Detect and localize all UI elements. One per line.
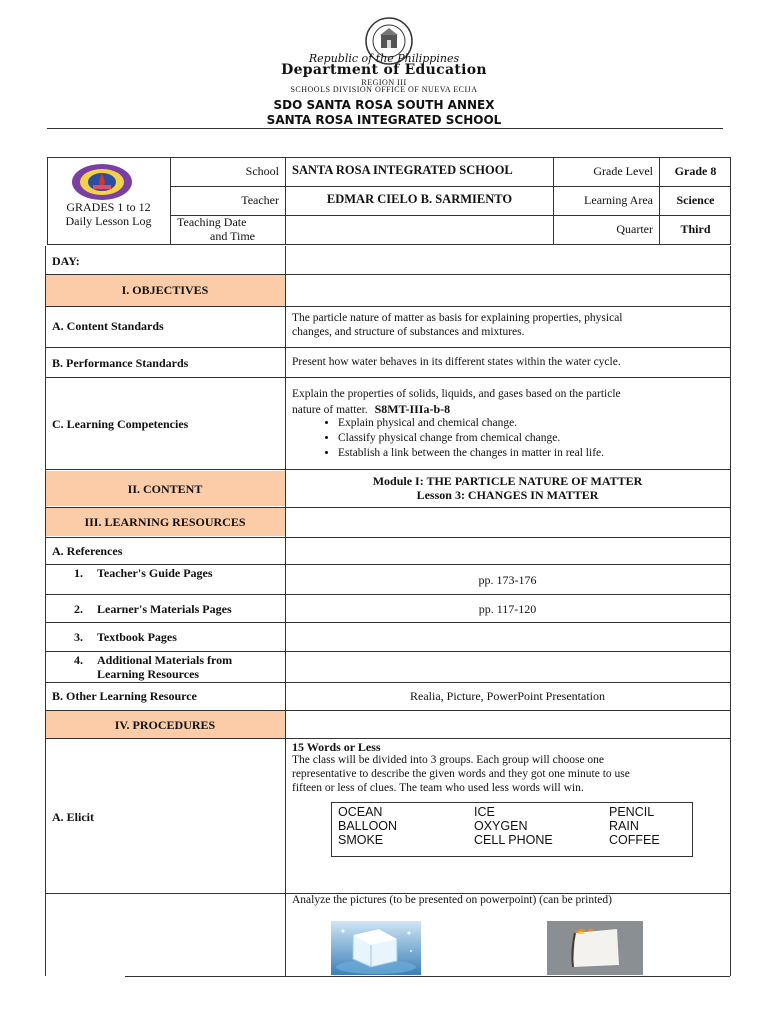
dll-label: Daily Lesson Log <box>65 214 152 228</box>
lm-value: pp. 117-120 <box>478 602 537 616</box>
divider <box>45 507 730 508</box>
divider <box>45 246 46 976</box>
melting-ice-image <box>331 921 421 975</box>
divider <box>45 594 730 595</box>
content-standards-line2: changes, and structure of substances and mixtures. <box>292 326 525 338</box>
school-line: SANTA ROSA INTEGRATED SCHOOL <box>266 113 502 127</box>
department-line: Department of Education <box>281 62 487 78</box>
region-line: REGION III <box>361 78 407 87</box>
content-standards-line1: The particle nature of matter as basis for explaining properties, physical <box>292 312 623 324</box>
competency-bullet-list <box>292 416 768 461</box>
textbook-num: 3. <box>74 630 83 644</box>
day-label: DAY: <box>52 254 80 268</box>
divider <box>45 306 730 307</box>
grade-level-value: Grade 8 <box>674 164 717 178</box>
lesson-title: Lesson 3: CHANGES IN MATTER <box>416 488 599 502</box>
republic-line: Republic of the Philippines <box>308 52 460 65</box>
additional-line2: Learning Resources <box>97 667 200 681</box>
divider <box>285 976 730 977</box>
quarter-value: Third <box>680 222 711 236</box>
school-logo-icon <box>66 163 138 201</box>
tg-value: pp. 173-176 <box>478 573 537 587</box>
divider <box>125 976 285 977</box>
tg-label: Teacher's Guide Pages <box>97 566 213 580</box>
divider <box>45 622 730 623</box>
divider <box>45 651 730 652</box>
resources-heading: III. LEARNING RESOURCES <box>84 515 246 529</box>
competency-code: S8MT-IIIa-b-8 <box>374 402 451 416</box>
teacher-label: Teacher <box>241 193 279 207</box>
divider <box>45 710 730 711</box>
references-label: A. References <box>52 544 123 558</box>
competency-bullet: • Establish a link between the changes in matter in real life. <box>338 446 768 461</box>
divider <box>45 682 730 683</box>
clue-word: OXYGEN <box>474 819 528 833</box>
teacher-value: EDMAR CIELO B. SARMIENTO <box>326 192 513 206</box>
burning-paper-image <box>547 921 643 975</box>
divider <box>45 347 730 348</box>
divider <box>45 537 730 538</box>
competencies-label: C. Learning Competencies <box>52 417 189 431</box>
quarter-label: Quarter <box>616 222 653 236</box>
elicit-label: A. Elicit <box>52 810 94 824</box>
divider <box>553 157 554 245</box>
clue-word: SMOKE <box>338 833 384 847</box>
clue-word: CELL PHONE <box>474 833 553 847</box>
competencies-line2 <box>292 402 450 417</box>
procedures-heading: IV. PROCEDURES <box>114 718 216 732</box>
elicit-line2: representative to describe the given words and they got one minute to use <box>292 768 630 780</box>
grade-level-label: Grade Level <box>593 164 653 178</box>
divider <box>45 377 730 378</box>
learning-area-label: Learning Area <box>584 193 653 207</box>
divider <box>170 157 171 245</box>
divider <box>170 186 731 187</box>
grades-label: GRADES 1 to 12 <box>66 200 151 214</box>
tg-num: 1. <box>74 566 83 580</box>
competency-bullet: • Explain physical and chemical change. <box>338 416 768 431</box>
sdo-line: SDO SANTA ROSA SOUTH ANNEX <box>273 98 495 112</box>
competencies-line1: Explain the properties of solids, liquids, and gases based on the particle <box>292 388 621 400</box>
teaching-date-label: Teaching Date <box>177 215 247 229</box>
header-rule <box>47 128 723 129</box>
module-title: Module I: THE PARTICLE NATURE OF MATTER <box>372 474 643 488</box>
performance-standards-label: B. Performance Standards <box>52 356 189 370</box>
additional-num: 4. <box>74 653 83 667</box>
divider <box>45 469 730 470</box>
additional-line1: Additional Materials from <box>97 653 233 667</box>
objectives-heading: I. OBJECTIVES <box>121 283 209 297</box>
school-value: SANTA ROSA INTEGRATED SCHOOL <box>292 163 513 177</box>
divider <box>45 274 730 275</box>
clue-word: PENCIL <box>609 805 655 819</box>
divider <box>730 246 731 976</box>
content-standards-label: A. Content Standards <box>52 319 164 333</box>
school-label: School <box>245 164 279 178</box>
learning-area-value: Science <box>676 193 715 207</box>
competencies-line2-text: nature of matter. <box>292 404 368 416</box>
clue-word: OCEAN <box>338 805 383 819</box>
clue-word: ICE <box>474 805 495 819</box>
elicit-line1: The class will be divided into 3 groups. Each group will choose one <box>292 754 605 766</box>
other-resource-label: B. Other Learning Resource <box>52 689 197 703</box>
elicit-title: 15 Words or Less <box>292 740 381 754</box>
divider <box>45 738 730 739</box>
clue-word: BALLOON <box>338 819 398 833</box>
competency-bullet: • Classify physical change from chemical change. <box>338 431 768 446</box>
divider <box>45 564 730 565</box>
clue-word: RAIN <box>609 819 639 833</box>
lm-num: 2. <box>74 602 83 616</box>
performance-standards-value: Present how water behaves in its different states within the water cycle. <box>292 356 621 368</box>
and-time-label: and Time <box>210 229 256 243</box>
clue-word: COFFEE <box>609 833 660 847</box>
other-resource-value: Realia, Picture, PowerPoint Presentation <box>410 689 605 703</box>
textbook-label: Textbook Pages <box>97 630 177 644</box>
content-heading: II. CONTENT <box>127 482 203 496</box>
elicit-line3: fifteen or less of clues. The team who used less words will win. <box>292 782 584 794</box>
division-line: SCHOOLS DIVISION OFFICE OF NUEVA ECIJA <box>290 85 478 94</box>
lm-label: Learner's Materials Pages <box>97 602 232 616</box>
analyze-text: Analyze the pictures (to be presented on powerpoint) (can be printed) <box>292 894 612 906</box>
